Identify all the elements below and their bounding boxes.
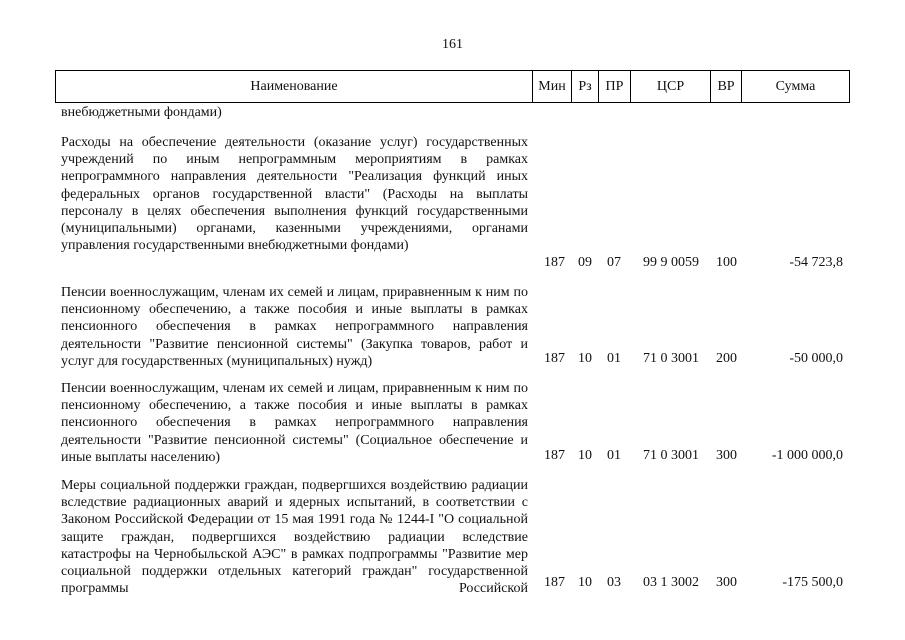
row-csr: 99 9 0059: [643, 255, 699, 270]
row-rz: 10: [578, 351, 592, 366]
row-pr: 01: [607, 351, 621, 366]
row-vr: 300: [716, 575, 737, 590]
row-pr: 01: [607, 448, 621, 463]
header-vr: ВР: [710, 71, 741, 102]
row-rz: 10: [578, 448, 592, 463]
row-pr: 03: [607, 575, 621, 590]
row-vr: 200: [716, 351, 737, 366]
row-sum: -54 723,8: [789, 255, 843, 270]
row-text: Меры социальной поддержки граждан, подвергшихся воздействию радиации вследствие радиационных аварий и ядерных испытаний, в соответствии с Законом Российской Федерации от 15 мая 1991 года № 1244-I "О социальной защите граждан, подвергшихся воздействию радиации вследствие катастрофы на Чернобыльской АЭС" в рамках подпрограммы "Развитие мер социальной поддержки отдельных категорий граждан" государственной программы Российской: [61, 478, 528, 597]
row-csr: 03 1 3002: [643, 575, 699, 590]
row-min: 187: [544, 575, 565, 590]
row-sum: -175 500,0: [782, 575, 843, 590]
row-csr: 71 0 3001: [643, 351, 699, 366]
row-rz: 10: [578, 575, 592, 590]
table-header: [55, 70, 850, 103]
row-pr: 07: [607, 255, 621, 270]
header-rz: Рз: [571, 71, 598, 102]
row-text: Пенсии военнослужащим, членам их семей и лицам, приравненным к ним по пенсионному обеспечению, а также пособия и иные выплаты в рамках пенсионного обеспечения в рамках непрограммного направления деятельности "Развитие пенсионной системы" (Социальное обеспечение и иные выплаты населению): [61, 381, 528, 465]
row-text: Пенсии военнослужащим, членам их семей и лицам, приравненным к ним по пенсионному обеспечению, а также пособия и иные выплаты в рамках пенсионного обеспечения в рамках непрограммного направления деятельности "Развитие пенсионной системы" (Закупка товаров, работ и услуг для государственных (муниципальных) нужд): [61, 285, 528, 369]
row-min: 187: [544, 351, 565, 366]
row-sum: -50 000,0: [789, 351, 843, 366]
header-pr: ПР: [598, 71, 630, 102]
page-number: 161: [442, 37, 463, 52]
row-rz: 09: [578, 255, 592, 270]
row-min: 187: [544, 448, 565, 463]
row-text: Расходы на обеспечение деятельности (оказание услуг) государственных учреждений по иным непрограммным мероприятиям в рамках непрограммного направления деятельности "Реализация функций иных федеральных органов государственной власти" (Расходы на выплаты персоналу в целях обеспечения выполнения функций государственными (муниципальными) органами, казенными учреждениями, органами управления государственными внебюджетными фондами): [61, 135, 528, 254]
header-sum: Сумма: [741, 71, 849, 102]
row-min: 187: [544, 255, 565, 270]
row-vr: 100: [716, 255, 737, 270]
row-vr: 300: [716, 448, 737, 463]
header-name: Наименование: [250, 78, 338, 94]
row-csr: 71 0 3001: [643, 448, 699, 463]
continuation-text: внебюджетными фондами): [61, 105, 222, 120]
header-min: Мин: [532, 71, 571, 102]
row-sum: -1 000 000,0: [771, 448, 843, 463]
header-csr: ЦСР: [630, 71, 710, 102]
